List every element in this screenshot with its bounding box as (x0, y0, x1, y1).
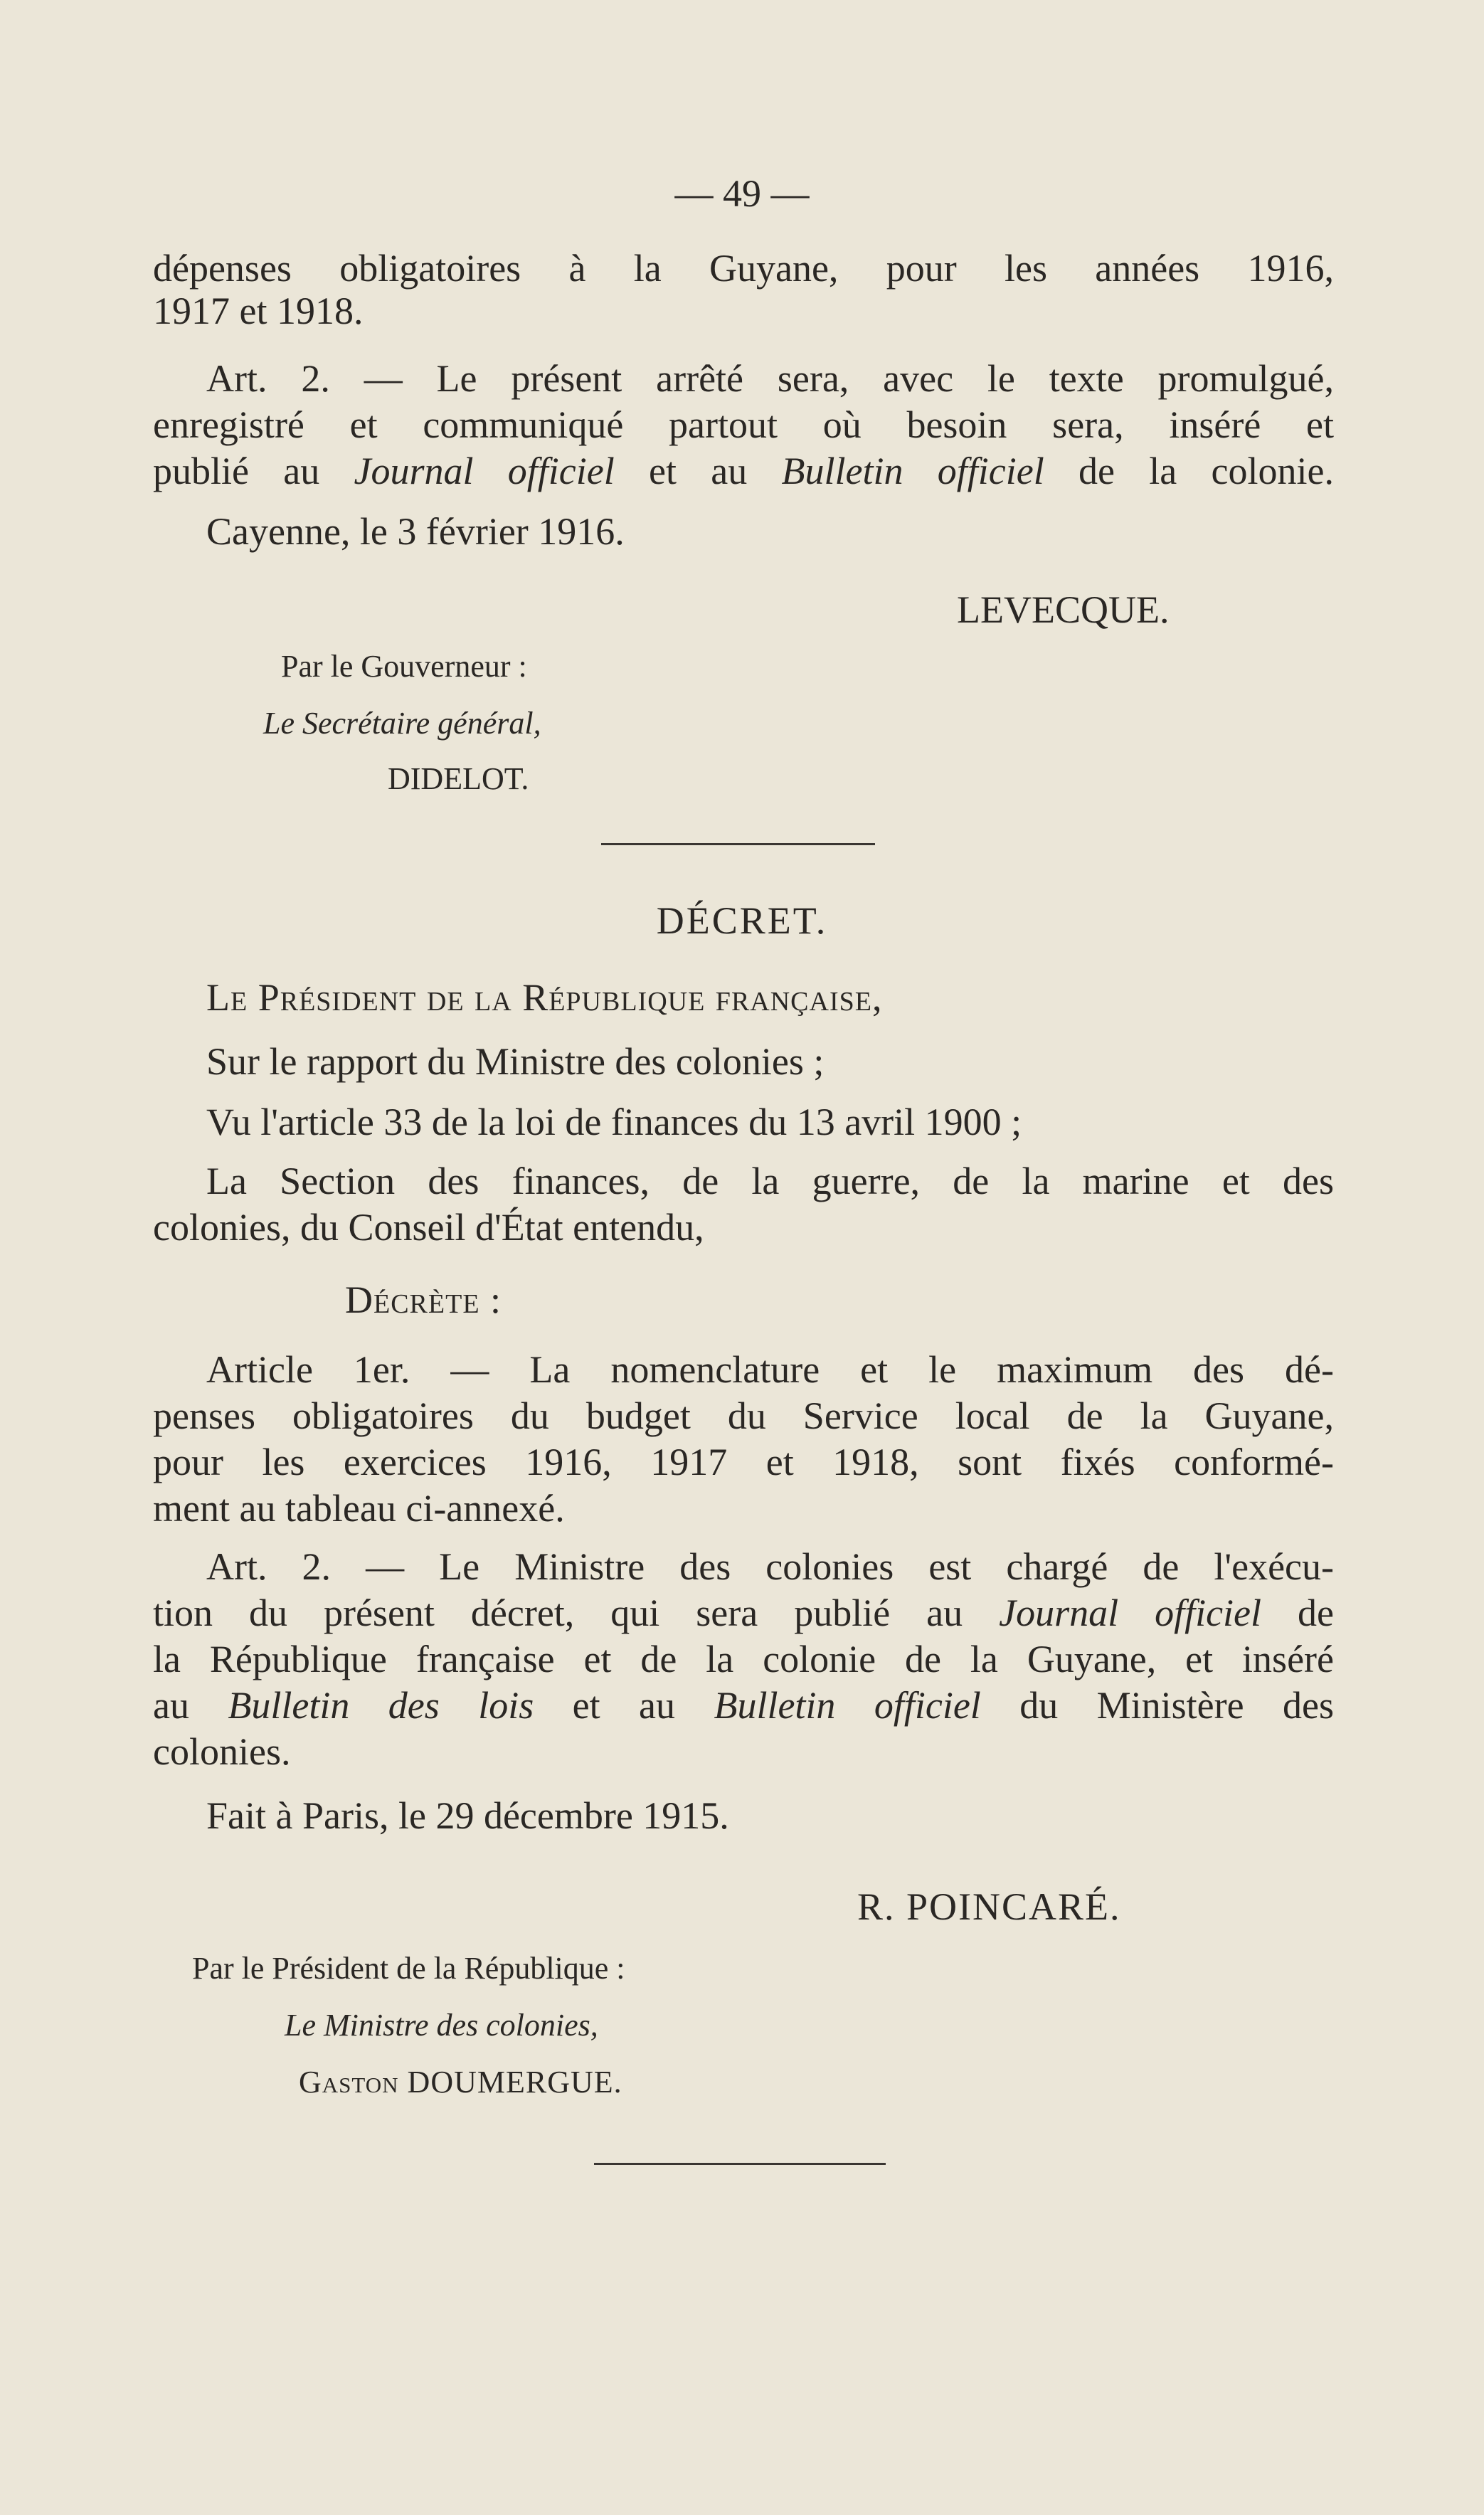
separator-rule (601, 843, 875, 845)
decret-text-line: pour les exercices 1916, 1917 et 1918, sont fixés conformé- (153, 1441, 1334, 1483)
par-le-president: Par le Président de la République : (192, 1951, 625, 1986)
decret-text-line: tion du présent décret, qui sera publié au Journal officiel de (153, 1592, 1335, 1634)
arrete-article-2: Art. 2. — Le présent arrêté sera, avec le texte promulgué, (206, 357, 1334, 400)
decret-preamble-president: Le Président de la République française, (206, 976, 883, 1019)
decret-text-line: ment au tableau ci-annexé. (153, 1487, 565, 1530)
decret-preamble-section: La Section des finances, de la guerre, de la marine et des (206, 1160, 1334, 1202)
decret-preamble-vu: Vu l'article 33 de la loi de finances du 13 avril 1900 ; (206, 1101, 1022, 1143)
decret-article-2: Art. 2. — Le Ministre des colonies est chargé de l'exécu- (206, 1545, 1334, 1588)
secretaire-general: Le Secrétaire général, (263, 706, 541, 741)
decret-title: DÉCRET. (656, 899, 828, 942)
decret-decrete: Décrète : (345, 1278, 502, 1321)
secretaire-name: DIDELOT. (388, 761, 529, 796)
decret-text-line: au Bulletin des lois et au Bulletin officiel du Ministère des (153, 1684, 1335, 1727)
arrete-text-line: enregistré et communiqué partout où besoin sera, inséré et (153, 403, 1334, 446)
end-rule (594, 2163, 886, 2165)
arrete-text-line: publié au Journal officiel et au Bulletin officiel de la colonie. (153, 450, 1334, 492)
decret-preamble-rapport: Sur le rapport du Ministre des colonies ; (206, 1040, 825, 1083)
arrete-text-line: dépenses obligatoires à la Guyane, pour les années 1916, (153, 247, 1334, 290)
page-number: — 49 — (674, 172, 810, 215)
decret-article-1: Article 1er. — La nomenclature et le maximum des dé- (206, 1348, 1334, 1391)
arrete-date: Cayenne, le 3 février 1916. (206, 510, 625, 553)
decret-text-line: penses obligatoires du budget du Service local de la Guyane, (153, 1394, 1334, 1437)
ministre-name: Gaston DOUMERGUE. (299, 2065, 622, 2100)
decret-text-line: colonies. (153, 1730, 291, 1773)
arrete-signature: LEVECQUE. (957, 588, 1170, 631)
decret-signature: R. POINCARÉ. (857, 1885, 1121, 1928)
decret-date: Fait à Paris, le 29 décembre 1915. (206, 1794, 729, 1837)
arrete-text-line: 1917 et 1918. (153, 290, 364, 332)
decret-text-line: la République française et de la colonie de la Guyane, et inséré (153, 1638, 1334, 1680)
par-le-gouverneur: Par le Gouverneur : (281, 649, 527, 684)
ministre-des-colonies: Le Ministre des colonies, (285, 2008, 598, 2043)
decret-text-line: colonies, du Conseil d'État entendu, (153, 1206, 704, 1249)
